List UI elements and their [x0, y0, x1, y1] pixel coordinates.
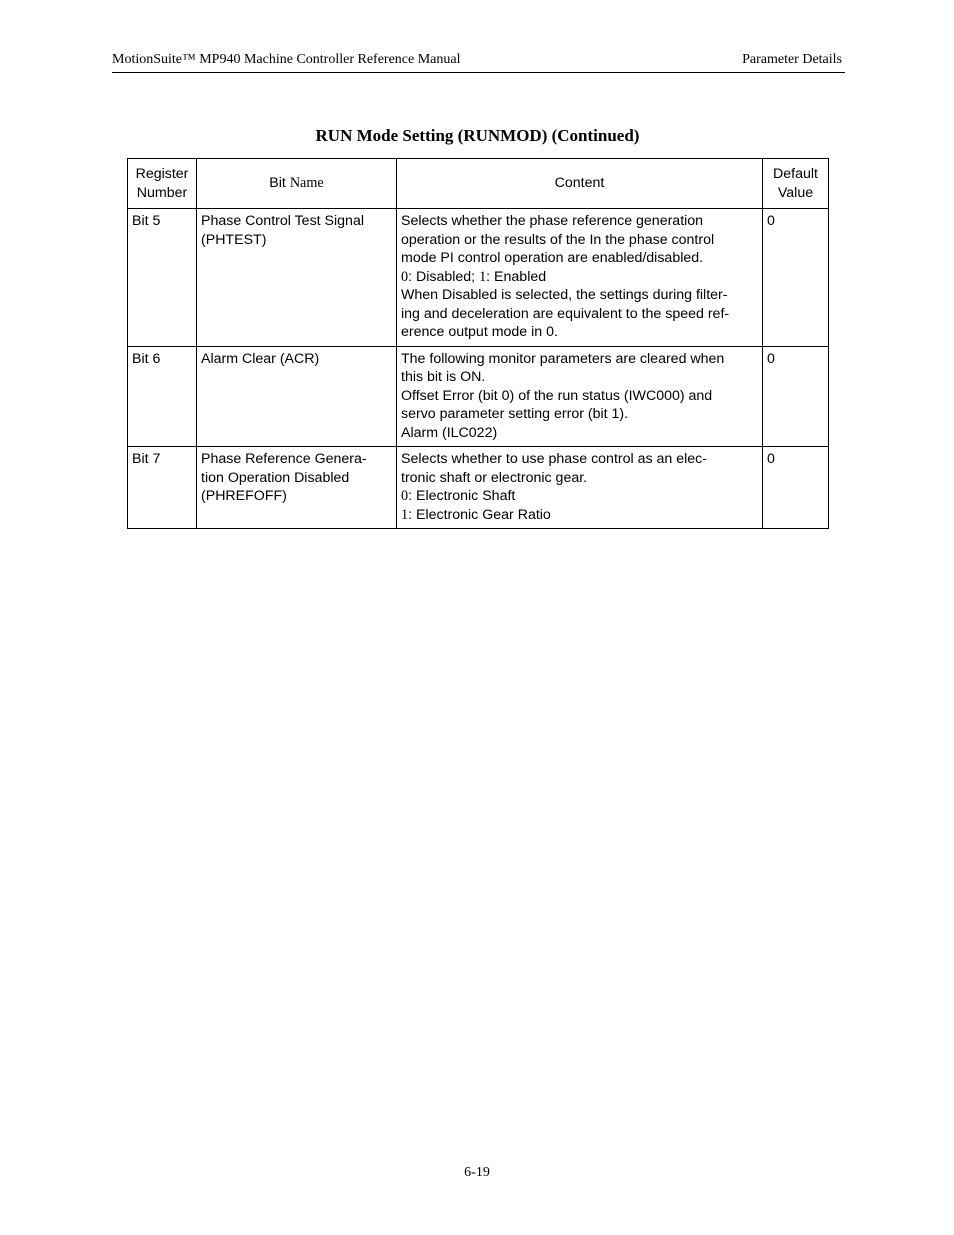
runmod-table [127, 158, 829, 529]
register-cell: Bit 5 [128, 209, 197, 347]
content-cell: Selects whether the phase reference generation operation or the results of the In the phase control mode PI control operation are enabled/disabled. 0: Disabled; 1: Enabled When Disabled is selected, the settings during filter- ing and deceleration are equivalent to the speed ref- erence output mode in 0. [397, 209, 763, 347]
table-header-row [128, 159, 829, 209]
register-cell: Bit 6 [128, 346, 197, 447]
name-cell: Alarm Clear (ACR) [197, 346, 397, 447]
manual-title: MotionSuite™ MP940 Machine Controller Reference Manual [112, 52, 461, 67]
column-header-content: Content [397, 159, 763, 209]
page-number: 6-19 [464, 1165, 490, 1180]
table-row [128, 346, 829, 447]
name-cell: Phase Control Test Signal (PHTEST) [197, 209, 397, 347]
column-header-register: Register Number [128, 159, 197, 209]
section-title: Parameter Details [742, 52, 842, 67]
content-cell: Selects whether to use phase control as an elec- tronic shaft or electronic gear. 0: Electronic Shaft 1: Electronic Gear Ratio [397, 447, 763, 529]
table-row [128, 447, 829, 529]
default-cell: 0 [763, 346, 829, 447]
column-header-bit-name: Bit Name [197, 159, 397, 209]
default-cell: 0 [763, 447, 829, 529]
register-cell: Bit 7 [128, 447, 197, 529]
column-header-default: Default Value [763, 159, 829, 209]
content-cell: The following monitor parameters are cleared when this bit is ON. Offset Error (bit 0) of the run status (IWC000) and servo parameter setting error (bit 1). Alarm (ILC022) [397, 346, 763, 447]
table-row [128, 209, 829, 347]
page-header [112, 52, 845, 73]
default-cell: 0 [763, 209, 829, 347]
name-cell: Phase Reference Genera- tion Operation Disabled (PHREFOFF) [197, 447, 397, 529]
table-title: RUN Mode Setting (RUNMOD) (Continued) [315, 126, 640, 145]
